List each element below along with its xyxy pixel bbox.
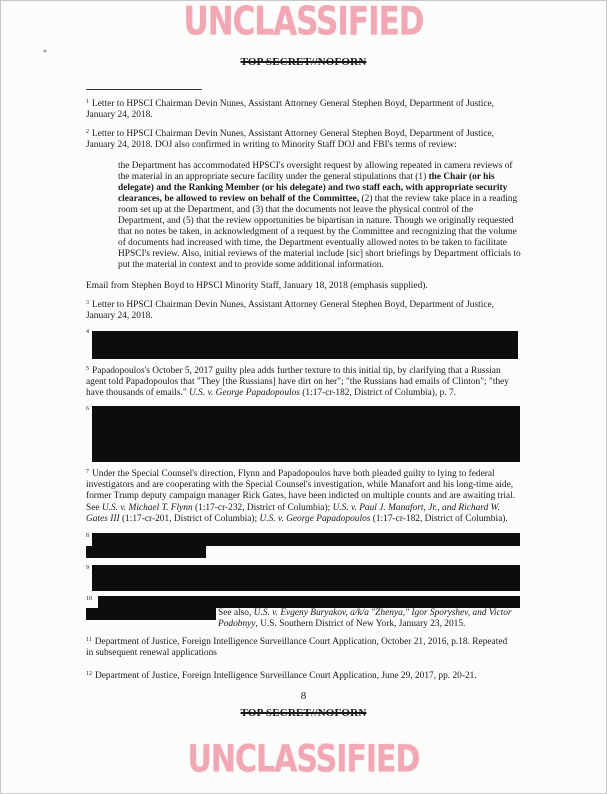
page-number: 8	[300, 690, 307, 702]
unclassified-stamp-top: UNCLASSIFIED	[183, 0, 424, 45]
quote-text-b: (2) that the review take place in a reading room set up at the Department, and (3) that the documents not leave the physical control of the Department, and (5) that the review opportunities be bipartisan in nature. Though we originally requested that no notes be taken, in acknowledgment of a request by the Committee and recognizing that the volume of documents had increased with time, the Department eventually allowed notes to be taken to facilitate HPSCI's review. Also, initial reviews of the material include [sic] short briefings by Department officials to put the material in context and to provide some additional information.	[118, 194, 521, 270]
case-citation: U.S. v. George Papadopoulos	[189, 388, 300, 399]
quote-emphasis: the Chair (or his delegate) and the Ranking Member (or his delegate) and two staff each, with appropriate security clearances, be allowed to review on behalf of the Committee,	[118, 172, 508, 204]
footnote-2	[86, 127, 516, 151]
footnote-number: 9	[86, 565, 89, 571]
case-citation: U.S. v. George Papadopoulos	[259, 513, 371, 524]
redaction-block	[92, 533, 520, 546]
classification-banner-top: TOP SECRET//NOFORN	[240, 56, 367, 68]
footnote-12	[86, 669, 516, 682]
footnote-text-tail: (1:17-cr-182, District of Columbia).	[370, 513, 508, 524]
footnote-number: 5	[86, 366, 89, 372]
quote-text-a: the Department has accommodated HPSCI's oversight request by allowing repeated in camera reviews of the material in an appropriate secure facility under the general stipulations that (1)	[118, 161, 513, 182]
footnote-number: 1	[86, 99, 89, 105]
redaction-block	[86, 608, 216, 620]
footnote-1	[86, 97, 516, 121]
footnote-10-text	[218, 608, 524, 630]
footnote-number: 7	[86, 469, 89, 475]
footnote-text-tail: , U.S. Southern District of New York, January 23, 2015.	[255, 619, 466, 630]
footnote-text: Under the Special Counsel's direction, Flynn and Papadopoulos have both pleaded guilty to lying to federal investigators and are cooperating with the Special Counsel's investigation, while Manafort and his long-time aide, former Trump deputy campaign manager Rick Gates, have been indicted on multiple counts and are awaiting trial. See	[86, 469, 516, 513]
redaction-block	[86, 546, 206, 558]
footnote-text-mid: (1:17-cr-201, District of Columbia);	[119, 513, 260, 524]
footnote-text: Letter to HPSCI Chairman Devin Nunes, Assistant Attorney General Stephen Boyd, Department of Justice, January 24, 2018. DOJ also confirmed in writing to Minority Staff DOJ and FBI's terms of review:	[86, 129, 495, 151]
footnote-text: See also,	[218, 608, 254, 618]
footnote-5	[86, 364, 516, 400]
footnote-text: Letter to HPSCI Chairman Devin Nunes, Assistant Attorney General Stephen Boyd, Department of Justice, January 24, 2018.	[86, 99, 495, 121]
redaction-block	[92, 406, 520, 462]
footnote-text-mid: (1:17-cr-232, District of Columbia);	[192, 502, 333, 513]
footnote-text: Letter to HPSCI Chairman Devin Nunes, Assistant Attorney General Stephen Boyd, Department of Justice, January 24, 2018.	[86, 300, 495, 322]
footnote-3	[86, 298, 516, 322]
redaction-block	[92, 565, 520, 591]
footnote-number: 2	[86, 129, 89, 135]
footnote-rule	[86, 89, 202, 90]
footnote-number: 3	[86, 300, 89, 306]
redaction-block	[98, 596, 520, 608]
block-quote	[118, 161, 522, 271]
margin-mark: *	[43, 48, 47, 57]
footnote-text-tail: (1:17-cr-182, District of Columbia), p. 7.	[299, 388, 456, 399]
footnote-text: Papadopoulos's October 5, 2017 guilty plea adds further texture to this initial tip, by clarifying that a Russian agent told Papadopoulos that "They [the Russians] have dirt on her"; "the Russians had emails of Clinton"; "they have thousands of emails."	[86, 366, 509, 399]
case-citation: U.S. v. Paul J. Manafort, Jr., and Richard W. Gates III	[86, 502, 500, 524]
classification-banner-bottom: TOP SECRET//NOFORN	[240, 707, 367, 719]
footnote-number: 8	[86, 533, 89, 539]
footnote-number: 11	[86, 637, 92, 643]
footnote-number: 10	[86, 596, 92, 602]
case-citation: U.S. v. Michael T. Flynn	[101, 502, 193, 513]
footnote-number: 6	[86, 406, 89, 412]
footnote-number: 4	[86, 329, 89, 335]
redaction-block	[92, 331, 518, 359]
case-citation: U.S. v. Evgeny Buryakov, a/k/a "Zhenya," Igor Sporyshev, and Victor Podobnyy	[218, 608, 512, 630]
unclassified-stamp-bottom: UNCLASSIFIED	[187, 737, 420, 782]
footnote-number: 12	[86, 671, 92, 677]
quote-source: Email from Stephen Boyd to HPSCI Minority Staff, January 18, 2018 (emphasis supplied).	[86, 281, 428, 291]
footnote-text: Department of Justice, Foreign Intelligence Surveillance Court Application, October 21, 2016, p.18. Repeated in subsequent renewal applications	[86, 637, 508, 659]
footnote-7	[86, 467, 516, 525]
footnote-11	[86, 635, 516, 659]
footnote-text: Department of Justice, Foreign Intelligence Surveillance Court Application, June 29, 2017, pp. 20-21.	[95, 671, 477, 681]
